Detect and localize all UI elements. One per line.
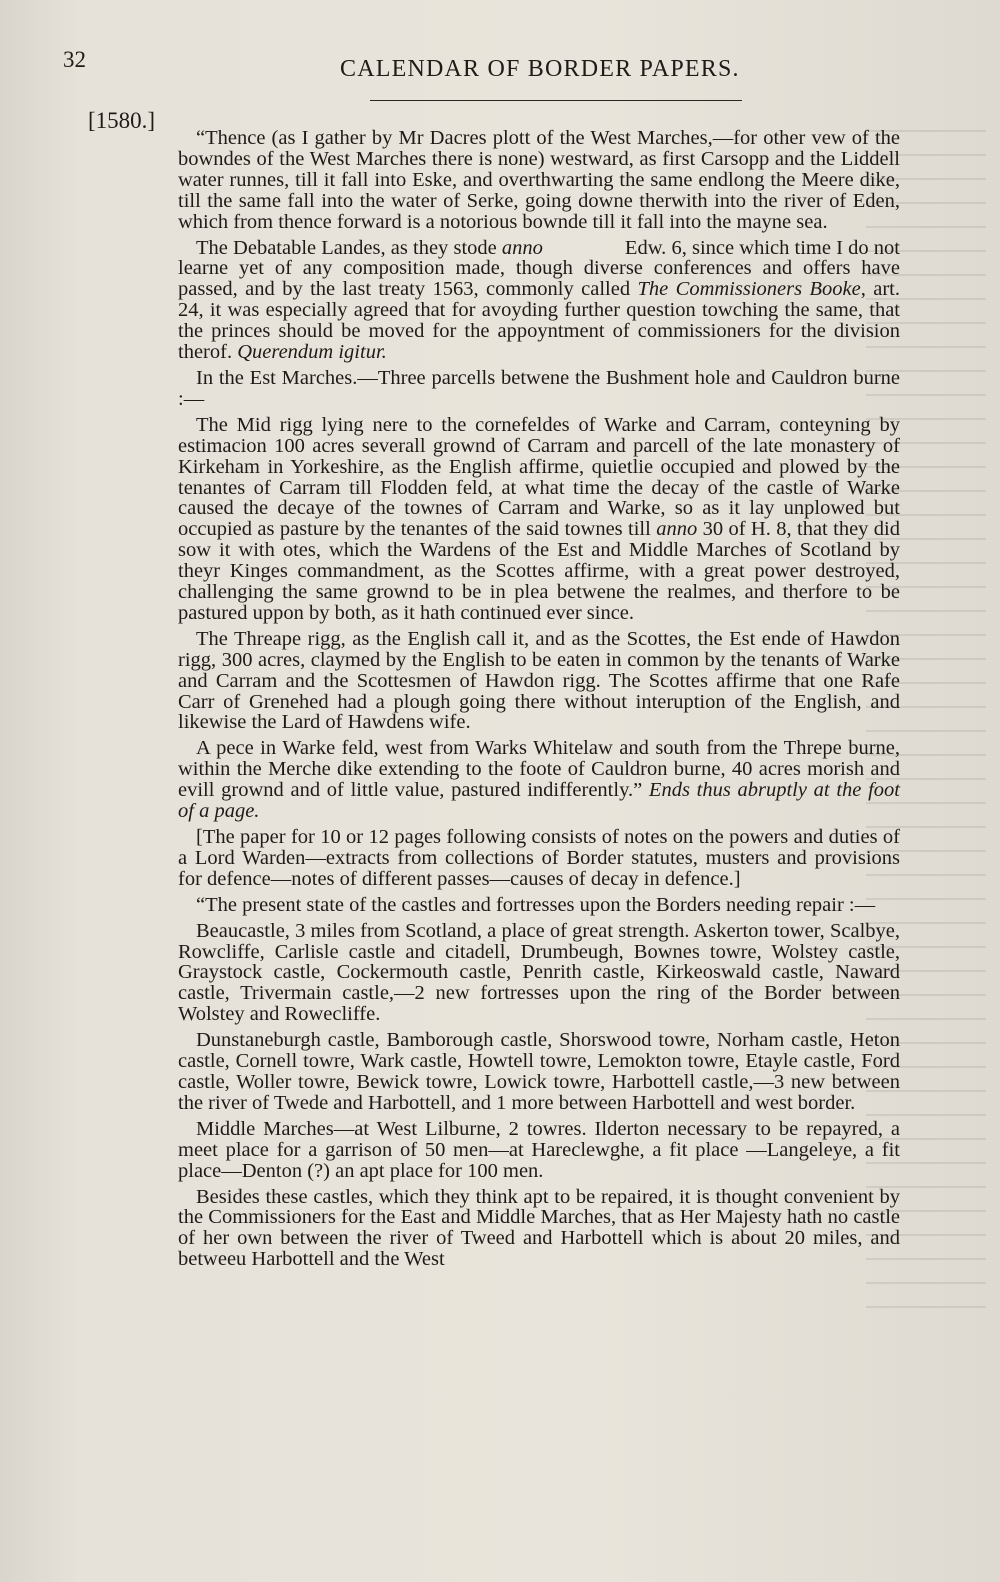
italic-run: Querendum igitur. (237, 341, 387, 364)
page-number: 32 (63, 47, 86, 72)
text-run: , art. 24, it was especially agreed that for avoyding further question towching the same, that the princes should be moved for the appoyntment of commissioners for the division therof. (178, 278, 900, 364)
paragraph-threape-rigg: The Threape rigg, as the English call it, and as the Scottes, the Est ende of Hawdon rigg, 300 acres, claymed by the English to be eaten in common by the tenants of Warke and Carram and the Scottesmen of Hawdon rigg. The Scottes affirme that one Rafe Carr of Grenehed had a plough going there without interuption of the English, and likewise the Lard of Hawdens wife. (178, 627, 900, 734)
paragraph-editorial-note: [The paper for 10 or 12 pages following consists of notes on the powers and duties of a Lord Warden—extracts from collections of Border statutes, musters and provisions for defence—notes of different passes—causes of decay in defence.] (178, 826, 900, 890)
text-run: The Mid rigg lying nere to the cornefeldes of Warke and Carram, conteyning by estimacion 100 acres severall grownd of Carram and parcell of the late monastery of Kirkeham in Yorkeshire, as the English affirme, quietlie occupied and plowed by the tenantes of Carram till Flodden feld, at what time the decay of the castle of Warke caused the decaye of the townes of Carram and Warke, so as it lay unplowed but occupied as pasture by the tenantes of the said townes till (178, 413, 900, 541)
header-rule (370, 100, 742, 101)
paragraph-castles-intro: “The present state of the castles and fortresses upon the Borders needing repair :— (196, 893, 876, 916)
italic-run: anno (656, 518, 698, 541)
year-margin-note: [1580.] (88, 108, 156, 133)
text-run: Edw. 6, since which time I do not learne yet of any composition made, though diverse conferences and offers have passed, and by the last treaty 1563, commonly called (178, 236, 900, 301)
paragraph-west-marches: “Thence (as I gather by Mr Dacres plott of the West Marches,—for other vew of the bowndes of the West Marches there is none) westward, as first Carsopp and the Liddell water runnes, till it fall into Eske, and overthwarting the same endlong the Meere dike, till the same fall into the water of Serke, going downe therwith into the river of Eden, which from thence forward is a notorious bownde till it fall into the mayne sea. (178, 127, 900, 233)
paragraph-mid-rigg (178, 415, 900, 624)
italic-run: The Commissioners Booke (637, 278, 861, 301)
paragraph-west-castles: Beaucastle, 3 miles from Scotland, a place of great strength. Askerton tower, Scalbye, Rowcliffe, Carlisle castle and citadell, Drumbeugh, Bownes towre, Wolstey castle, Graystock castle, Cockermouth castle, Penrith castle, Kirkeoswald castle, Naward castle, Trivermain castle,—2 new fortresses upon the ring of the Border between Wolstey and Rowecliffe. (178, 919, 900, 1026)
running-head: CALENDAR OF BORDER PAPERS. (340, 56, 740, 82)
text-run: A pece in Warke feld, west from Warks Whitelaw and south from the Threpe burne, within the Merche dike extending to the foote of Cauldron burne, 40 acres morish and evill grownd and of little value, pastured indifferently.” (178, 737, 900, 802)
italic-run: anno (501, 236, 543, 259)
paragraph-warke-feld (178, 738, 900, 822)
paragraph-est-marches: In the Est Marches.—Three parcells betwene the Bushment hole and Cauldron burne :— (178, 366, 900, 410)
paragraph-besides: Besides these castles, which they think apt to be repaired, it is thought convenient by the Commissioners for the East and Middle Marches, that as Her Majesty hath no castle of her own between the river of Tweed and Harbottell which is about 20 miles, and betweeu Harbottell and the West (178, 1185, 900, 1271)
italic-run: Ends thus abruptly at the foot of a page. (178, 779, 900, 823)
text-run: 30 of H. 8, that they did sow it with otes, which the Wardens of the Est and Middle Marches of Scotland by theyr Kinges commandment, as the Scottes affirme, with a great power destroyed, challenging the same grownd to be in plea betwene the realmes, and therfore to be pastured uppon by both, as it hath continued ever since. (178, 518, 900, 624)
paragraph-east-castles: Dunstaneburgh castle, Bamborough castle, Shorswood towre, Norham castle, Heton castle, Cornell towre, Wark castle, Howtell towre, Lemokton towre, Etayle castle, Ford castle, Woller towre, Bewick towre, Lowick towre, Harbottell castle,—3 new between the river of Twede and Harbottell, and 1 more between Harbottell and west border. (178, 1029, 900, 1114)
paragraph-middle-marches: Middle Marches—at West Lilburne, 2 towres. Ilderton necessary to be repayred, a meet place for a garrison of 50 men—at Hareclewghe, a fit place —Langeleye, a fit place—Denton (?) an apt place for 100 men. (178, 1117, 900, 1182)
paragraph-debatable-landes (178, 238, 900, 363)
body-text (178, 128, 900, 1275)
text-run: The Debatable Landes, as they stode (196, 236, 502, 259)
